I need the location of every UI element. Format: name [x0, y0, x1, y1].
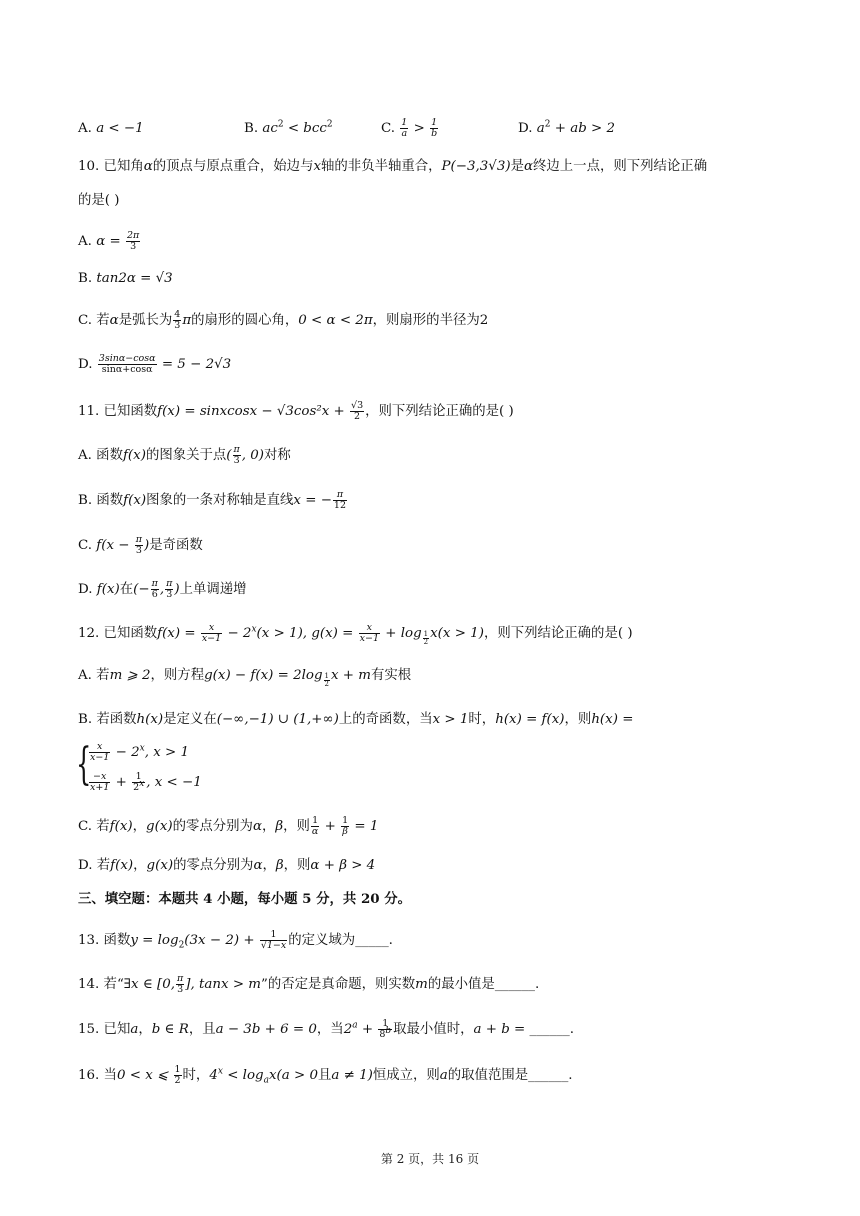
q9-options [78, 118, 615, 139]
q9-option-d: D. $a^2$ + ab > 2 [518, 119, 616, 136]
q14-answer-blank: ______ [494, 977, 535, 992]
q11-option-a: A. 函数f(x)的图象关于点( $\frac{\pi}{3}$ , 0)对称 [78, 444, 291, 466]
piecewise-brace: { [76, 739, 92, 790]
q9-option-c: C. $\frac{1}{a}$ > $\frac{1}{b}$ [381, 117, 438, 139]
q10-stem-line2: 的是( ) [78, 193, 120, 208]
q14: 14. 若“∃x ∈ [0, $\frac{\pi}{3}$ ], tanx > m”的否定是真命题，则实数m的最小值是______. [78, 973, 540, 995]
q13: 13. 函数$y = \log_2(3x - 2)$ + $\frac{1}{√1-x}$ 的定义域为_____. [78, 929, 393, 951]
q15: 15. 已知a，b ∈ R，且a − 3b + 6 = 0，当$2^a$ + $\frac{1}{8^b}$ 取最小值时，a + b = ______. [78, 1018, 574, 1040]
q10-option-c: C. 若α是弧长为 $\frac{4}{3}$ π的扇形的圆心角，0 < α < 2π，则扇形的半径为2 [78, 309, 489, 331]
q11-stem: 11. 已知函数f(x) = sinxcosx − √3cos²x + $\frac{√3}{2}$ ，则下列结论正确的是( ) [78, 400, 514, 422]
q9-option-b: B. $ac^2 < bcc^2$ [244, 119, 333, 136]
section-heading-fill-in: 三、填空题：本题共 4 小题，每小题 5 分，共 20 分。 [78, 891, 412, 907]
q12-option-a: A. 若m ⩾ 2，则方程g(x) − f(x) = 2log $_{\frac{1}{2}}$ x + m有实根 [78, 668, 412, 688]
q10-stem-line1: 10. 已知角α的顶点与原点重合，始边与x轴的非负半轴重合，P(−3,3√3)是α终边上一点，则下列结论正确 [78, 159, 708, 174]
q10-option-b: B. tan2α = √3 [78, 271, 173, 286]
q12-option-b: B. 若函数h(x)是定义在(−∞,−1) ∪ (1,+∞)上的奇函数，当x > 1时，h(x) = f(x)，则h(x) = [78, 712, 634, 727]
q11-option-c: C. f(x − $\frac{\pi}{3}$ )是奇函数 [78, 534, 203, 556]
page-footer: 第 2 页，共 16 页 [380, 1152, 480, 1166]
piecewise-case-2: $\frac{-x}{x+1}$ + $\frac{1}{2^x}$ , x < −1 [90, 771, 202, 793]
piecewise-case-1: $\frac{x}{x-1}$ − $2^x$, x > 1 [90, 741, 190, 763]
q11-option-b: B. 函数f(x)图象的一条对称轴是直线x = − $\frac{\pi}{12}$ [78, 489, 347, 511]
q10-option-a: A. α = $\frac{2\pi}{3}$ [78, 230, 140, 252]
q15-answer-blank: ______ [525, 1022, 570, 1037]
q16-answer-blank: ______ [528, 1068, 569, 1083]
q10-option-d: D. $\frac{3\sin\alpha-\cos\alpha}{\sin\alpha+\cos\alpha}$ = 5 − 2√3 [78, 353, 232, 375]
q12-option-d: D. 若f(x)，g(x)的零点分别为α，β，则α + β > 4 [78, 858, 376, 873]
q12-option-c: C. 若f(x)，g(x)的零点分别为α，β，则 $\frac{1}{\alpha}$ + $\frac{1}{\beta}$ = 1 [78, 815, 379, 837]
q12-stem: 12. 已知函数f(x) = $\frac{x}{x-1}$ − $2^x(x > 1)$, g(x) = $\frac{x}{x-1}$ + log $_{\frac{1}{2}}$ x(x > 1)，则下列结论正确的是( ) [78, 622, 633, 646]
q13-answer-blank: _____ [355, 933, 389, 948]
q16: 16. 当0 < x ⩽ $\frac{1}{2}$ 时，$4^x < \log_ax(a > 0$且a ≠ 1)恒成立，则a的取值范围是______. [78, 1064, 573, 1086]
q11-option-d: D. f(x)在(− $\frac{\pi}{6}$ , $\frac{\pi}{3}$ )上单调递增 [78, 578, 247, 600]
q9-option-a: A. a < −1 [78, 121, 144, 136]
